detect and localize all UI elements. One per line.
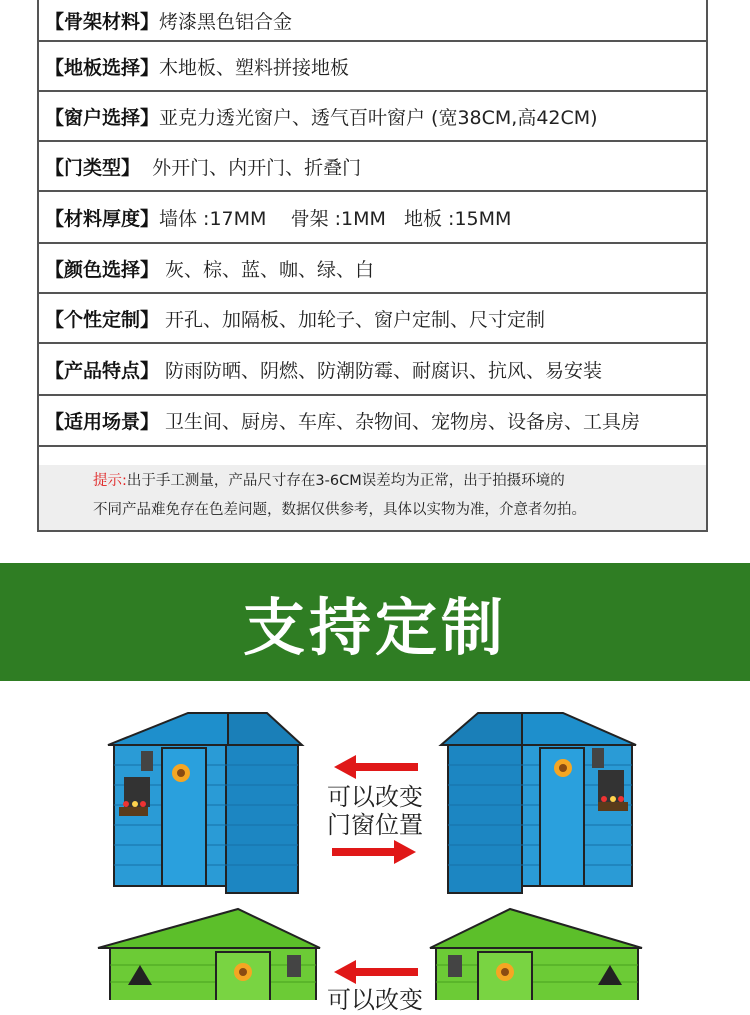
blue-shed-left-image <box>108 713 302 893</box>
spec-key: 【颜色选择】 <box>45 258 160 281</box>
spec-key: 【门类型】 <box>45 156 141 179</box>
banner-title: 支持定制 <box>242 590 507 664</box>
spec-key: 【地板选择】 <box>45 56 160 79</box>
green-shed-right-image <box>430 909 642 1000</box>
spec-key: 【适用场景】 <box>45 411 160 433</box>
spec-key: 【产品特点】 <box>45 359 160 382</box>
spec-value: 亚克力透光窗户、透气百叶窗户 (宽38CM,高42CM) <box>159 106 598 129</box>
arrow-right-icon <box>332 840 416 864</box>
spec-value: 防雨防晒、阴燃、防潮防霉、耐腐识、抗风、易安装 <box>159 359 603 382</box>
change-label-3: 可以改变 <box>327 986 423 1014</box>
spec-value: 墙体 :17MM 骨架 :1MM 地板 :15MM <box>159 207 512 230</box>
spec-value: 木地板、塑料拼接地板 <box>159 56 350 79</box>
spec-key: 【窗户选择】 <box>45 106 160 129</box>
arrow-left-icon <box>334 755 418 779</box>
spec-key: 【个性定制】 <box>45 308 160 331</box>
spec-key: 【骨架材料】 <box>45 10 160 33</box>
blue-shed-right-image <box>441 713 636 893</box>
arrow-left-icon-2 <box>334 960 418 984</box>
spec-value: 外开门、内开门、折叠门 <box>140 156 362 179</box>
spec-value: 烤漆黑色铝合金 <box>159 10 293 33</box>
spec-value: 灰、棕、蓝、咖、绿、白 <box>159 258 375 281</box>
note-prefix: 提示: <box>93 473 127 489</box>
change-label-2: 门窗位置 <box>327 811 423 839</box>
spec-key: 【材料厚度】 <box>45 207 160 230</box>
spec-value: 开孔、加隔板、加轮子、窗户定制、尺寸定制 <box>159 308 546 331</box>
change-label-1: 可以改变 <box>327 783 423 811</box>
note-text-1: 出于手工测量，产品尺寸存在3-6CM误差均为正常，出于拍摄环境的 <box>126 473 565 489</box>
spec-value: 卫生间、厨房、车库、杂物间、宠物房、设备房、工具房 <box>159 411 641 433</box>
green-shed-left-image <box>98 909 320 1000</box>
note-line-2: 不同产品难免存在色差问题，数据仅供参考，具体以实物为准，介意者勿拍。 <box>93 502 586 518</box>
